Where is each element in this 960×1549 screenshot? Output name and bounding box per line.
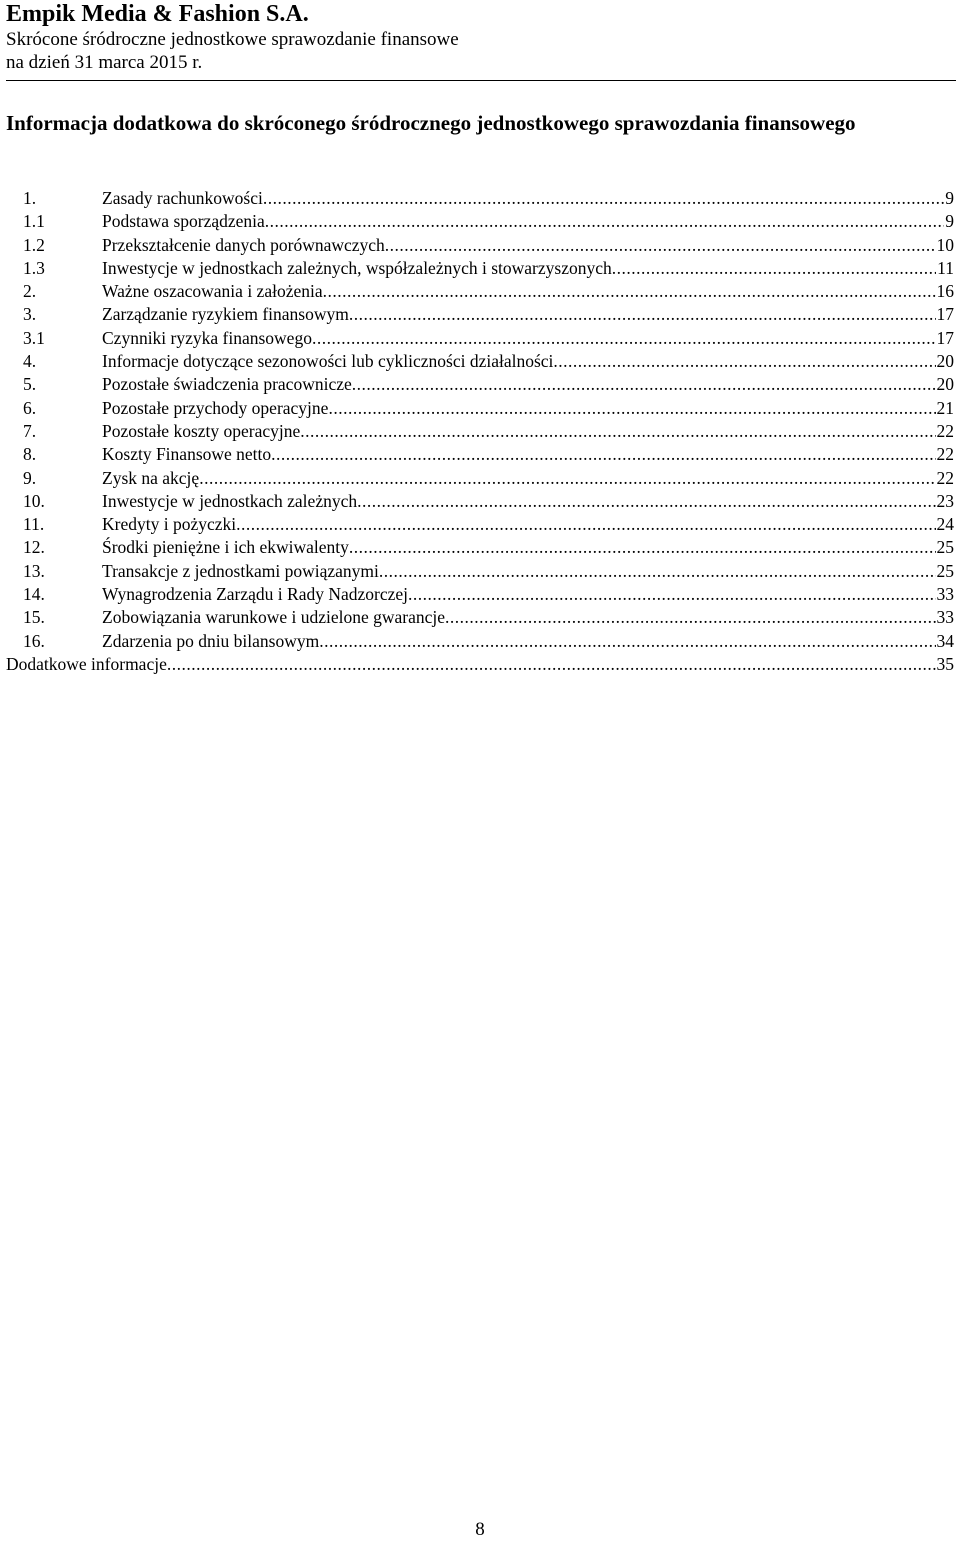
toc-entry-page: 22	[936, 444, 954, 465]
toc-entry-number: 1.3	[23, 257, 45, 278]
toc-entry-body	[102, 560, 954, 583]
toc-dot-leader	[553, 350, 935, 373]
toc-entry-number: 15.	[23, 607, 45, 628]
toc-entry-label: Zarządzanie ryzykiem finansowym	[102, 304, 349, 325]
toc-entry[interactable]	[6, 630, 954, 653]
toc-entry-label: Przekształcenie danych porównawczych	[102, 234, 385, 255]
toc-entry-number: 2.	[23, 281, 37, 302]
toc-entry-page: 25	[936, 537, 954, 558]
report-title: Skrócone śródroczne jednostkowe sprawozdanie finansowe	[6, 29, 459, 50]
toc-entry-page: 11	[937, 257, 954, 278]
toc-entry-body	[102, 257, 954, 280]
toc-entry-label: Podstawa sporządzenia	[102, 211, 265, 232]
toc-entry-body	[102, 443, 954, 466]
toc-entry[interactable]	[6, 257, 954, 280]
toc-dot-leader	[312, 327, 936, 350]
toc-entry-page: 23	[936, 490, 954, 511]
toc-dot-leader	[263, 187, 944, 210]
toc-entry-number: 9.	[23, 467, 37, 488]
toc-entry[interactable]	[6, 210, 954, 233]
toc-entry-label: Ważne oszacowania i założenia	[102, 281, 323, 302]
toc-entry-label: Zobowiązania warunkowe i udzielone gwarancje	[102, 607, 446, 628]
toc-entry[interactable]	[6, 583, 954, 606]
toc-entry-body	[102, 467, 954, 490]
toc-entry-page: 24	[936, 514, 954, 535]
toc-entry-label: Kredyty i pożyczki	[102, 514, 237, 535]
toc-dot-leader	[271, 443, 935, 466]
toc-entry-label: Pozostałe koszty operacyjne	[102, 420, 301, 441]
toc-entry-number: 12.	[23, 537, 45, 558]
toc-entry[interactable]	[6, 187, 954, 210]
toc-entry-number: 3.1	[23, 327, 45, 348]
toc-entry-page: 25	[936, 560, 954, 581]
toc-entry-label: Inwestycje w jednostkach zależnych, współzależnych i stowarzyszonych	[102, 257, 612, 278]
toc-entry[interactable]	[6, 280, 954, 303]
toc-entry-body	[102, 373, 954, 396]
toc-entry-page: 33	[936, 584, 954, 605]
toc-entry-body	[102, 490, 954, 513]
toc-dot-leader	[352, 373, 936, 396]
toc-entry-number: 11.	[23, 514, 45, 535]
toc-dot-leader	[349, 536, 936, 559]
toc-entry-label: Koszty Finansowe netto	[102, 444, 272, 465]
toc-entry-page: 35	[936, 653, 954, 674]
toc-entry[interactable]	[6, 467, 954, 490]
toc-entry-page: 17	[936, 327, 954, 348]
toc-entry-number: 1.2	[23, 234, 45, 255]
toc-entry[interactable]	[6, 490, 954, 513]
toc-entry-page: 20	[936, 351, 954, 372]
toc-entry-label: Pozostałe świadczenia pracownicze	[102, 374, 352, 395]
toc-entry-body	[102, 280, 954, 303]
toc-entry-label: Wynagrodzenia Zarządu i Rady Nadzorczej	[102, 584, 409, 605]
toc-entry-body	[102, 513, 954, 536]
report-date: na dzień 31 marca 2015 r.	[6, 52, 203, 73]
toc-entry-label: Informacje dotyczące sezonowości lub cykliczności działalności	[102, 351, 554, 372]
document-header	[6, 0, 956, 74]
toc-entry[interactable]	[6, 653, 954, 676]
toc-entry-body	[102, 630, 954, 653]
toc-entry[interactable]	[6, 560, 954, 583]
toc-entry-body	[6, 653, 954, 676]
toc-entry-number: 7.	[23, 420, 37, 441]
toc-entry-body	[102, 327, 954, 350]
toc-entry-body	[102, 583, 954, 606]
toc-entry-page: 34	[936, 630, 954, 651]
page-number: 8	[475, 1519, 485, 1540]
toc-entry-page: 22	[936, 420, 954, 441]
toc-entry-label: Transakcje z jednostkami powiązanymi	[102, 560, 379, 581]
toc-entry[interactable]	[6, 536, 954, 559]
section-title: Informacja dodatkowa do skróconego śródrocznego jednostkowego sprawozdania finansowego	[6, 111, 856, 135]
toc-entry-label: Pozostałe przychody operacyjne	[102, 397, 329, 418]
toc-entry-number: 3.	[23, 304, 37, 325]
toc-entry-number: 10.	[23, 490, 45, 511]
toc-entry-page: 21	[936, 397, 954, 418]
toc-entry-label: Zysk na akcję	[102, 467, 200, 488]
toc-entry-page: 33	[936, 607, 954, 628]
toc-entry-body	[102, 303, 954, 326]
table-of-contents	[6, 187, 954, 676]
toc-entry-body	[102, 234, 954, 257]
toc-dot-leader	[408, 583, 935, 606]
toc-entry-page: 9	[945, 188, 954, 208]
toc-dot-leader	[349, 303, 936, 326]
toc-entry-label: Środki pieniężne i ich ekwiwalenty	[102, 537, 349, 558]
company-name: Empik Media & Fashion S.A.	[6, 1, 309, 27]
toc-entry-number: 13.	[23, 560, 45, 581]
toc-entry-label: Zasady rachunkowości	[102, 188, 263, 208]
toc-entry-number: 1.1	[23, 211, 45, 232]
toc-entry-number: 16.	[23, 630, 45, 651]
toc-entry-body	[102, 187, 954, 210]
toc-entry-page: 22	[936, 467, 954, 488]
toc-entry-number: 6.	[23, 397, 37, 418]
toc-dot-leader	[167, 653, 936, 676]
toc-dot-leader	[236, 513, 935, 536]
toc-dot-leader	[379, 560, 936, 583]
toc-entry-label: Dodatkowe informacje	[6, 653, 167, 674]
toc-entry-body	[102, 210, 954, 233]
toc-dot-leader	[445, 606, 935, 629]
toc-entry[interactable]	[6, 513, 954, 536]
toc-entry-body	[102, 350, 954, 373]
toc-dot-leader	[323, 280, 936, 303]
toc-entry-label: Inwestycje w jednostkach zależnych	[102, 490, 358, 511]
toc-entry-page: 9	[945, 211, 954, 232]
toc-entry[interactable]	[6, 443, 954, 466]
toc-dot-leader	[385, 234, 936, 257]
toc-dot-leader	[265, 210, 944, 233]
toc-dot-leader	[612, 257, 936, 280]
toc-dot-leader	[319, 630, 935, 653]
toc-entry-number: 5.	[23, 374, 37, 395]
toc-entry-body	[102, 536, 954, 559]
toc-entry[interactable]	[6, 420, 954, 443]
toc-dot-leader	[357, 490, 935, 513]
toc-dot-leader	[199, 467, 935, 490]
toc-entry-label: Czynniki ryzyka finansowego	[102, 327, 312, 348]
toc-entry-number: 14.	[23, 584, 45, 605]
toc-entry-number: 8.	[23, 444, 37, 465]
toc-entry[interactable]	[6, 303, 954, 326]
toc-entry-page: 20	[936, 374, 954, 395]
toc-entry[interactable]	[6, 327, 954, 350]
toc-entry-number: 1.	[23, 188, 37, 208]
toc-entry[interactable]	[6, 373, 954, 396]
toc-dot-leader	[300, 420, 935, 443]
toc-entry[interactable]	[6, 606, 954, 629]
toc-entry-body	[102, 397, 954, 420]
toc-entry-page: 16	[936, 281, 954, 302]
toc-entry[interactable]	[6, 350, 954, 373]
toc-entry[interactable]	[6, 397, 954, 420]
toc-entry-body	[102, 420, 954, 443]
toc-dot-leader	[328, 397, 935, 420]
header-divider	[6, 80, 956, 81]
toc-entry-body	[102, 606, 954, 629]
toc-entry-page: 17	[936, 304, 954, 325]
toc-entry-label: Zdarzenia po dniu bilansowym	[102, 630, 320, 651]
toc-entry-page: 10	[936, 234, 954, 255]
toc-entry-number: 4.	[23, 351, 37, 372]
toc-entry[interactable]	[6, 234, 954, 257]
